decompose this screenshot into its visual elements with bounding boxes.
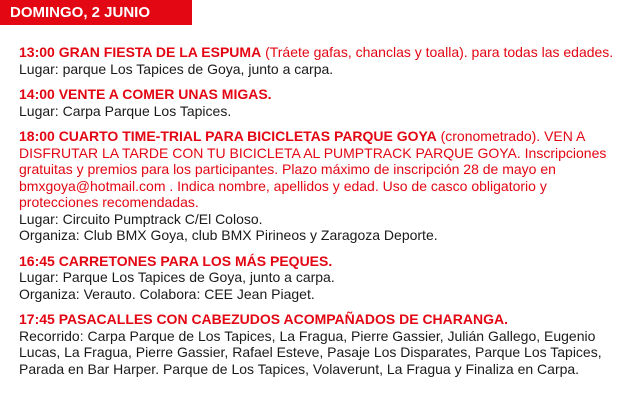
event-location: Lugar: Circuito Pumptrack C/El Coloso. [19, 210, 263, 227]
event-organizer: Organiza: Verauto. Colabora: CEE Jean Piaget. [19, 285, 315, 302]
event-location: Lugar: Parque Los Tapices de Goya, junto a carpa. [19, 269, 335, 285]
event-list [19, 44, 619, 386]
event-carretones [19, 253, 619, 303]
event-time-trial [19, 128, 619, 244]
event-organizer: Organiza: Club BMX Goya, club BMX Pirineos y Zaragoza Deporte. [19, 227, 438, 243]
event-title: 17:45 PASACALLES CON CABEZUDOS ACOMPAÑADOS DE CHARANGA. [19, 311, 509, 327]
event-title: 16:45 CARRETONES PARA LOS MÁS PEQUES. [19, 252, 333, 269]
event-route: Recorrido: Carpa Parque de Los Tapices, La Fragua, Pierre Gassier, Julián Gallego, Eugenio Lucas, La Fragua, Pierre Gassier, Rafael Esteve, Pasaje Los Disparates, Parque Los Tapices, Parada en Bar Harper. Parque de Los Tapices, Volaverunt, La Fragua y Finaliza en Carpa. [19, 327, 602, 377]
event-migas [19, 86, 619, 119]
event-location: Lugar: parque Los Tapices de Goya, junto a carpa. [19, 60, 334, 77]
event-description: (Tráete gafas, chanclas y toalla). para todas las edades. [261, 44, 614, 60]
event-title: 13:00 GRAN FIESTA DE LA ESPUMA [19, 44, 262, 60]
day-header: DOMINGO, 2 JUNIO [0, 0, 192, 25]
event-pasacalles [19, 311, 619, 377]
event-description: (cronometrado). VEN A DISFRUTAR LA TARDE CON TU BICICLETA AL PUMPTRACK PARQUE GOYA. Inscripciones gratuitas y premios para los participantes. Plazo máximo de inscripción 28 de mayo en bmxgoya@hotmail.com . Indica nombre, apellidos y edad. Uso de casco obligatorio y protecciones recomendadas. [19, 128, 607, 210]
event-title: 18:00 CUARTO TIME-TRIAL PARA BICICLETAS PARQUE GOYA [19, 128, 437, 144]
event-title: 14:00 VENTE A COMER UNAS MIGAS. [19, 86, 272, 102]
event-espuma [19, 44, 619, 77]
event-location: Lugar: Carpa Parque Los Tapices. [19, 102, 232, 119]
